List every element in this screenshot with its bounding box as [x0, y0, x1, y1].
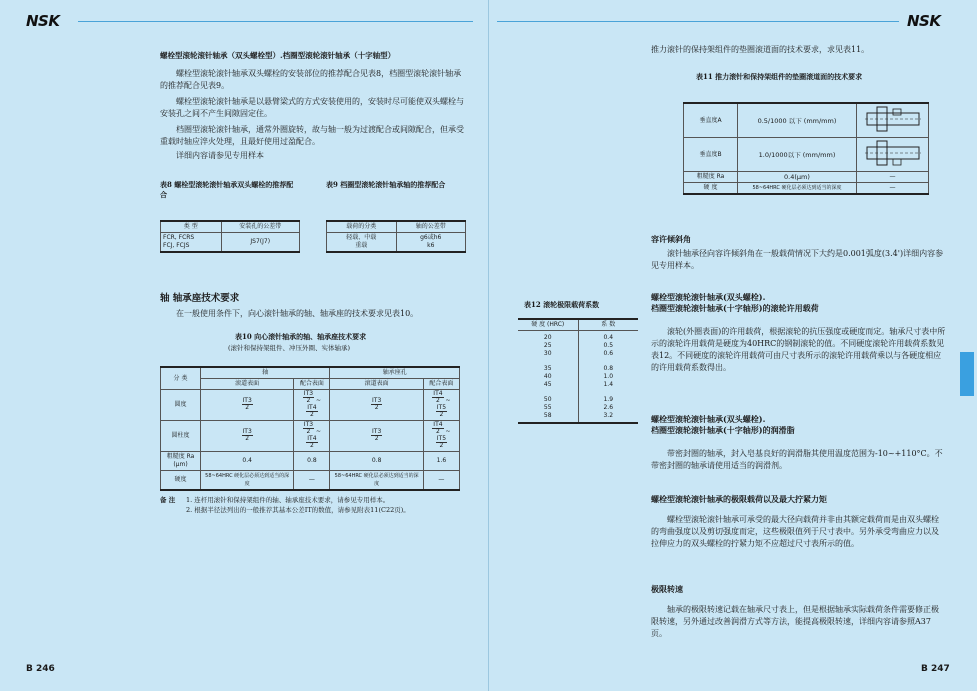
- t11-r1: 垂直度A: [684, 103, 738, 138]
- t8-types: [161, 233, 222, 253]
- left-page: [0, 0, 488, 691]
- t9-r1: 轻载、中载: [346, 234, 377, 241]
- para-fit-1: 螺栓型滚轮滚针轴承双头螺栓的安装部位的推荐配合见表8，档圈型滚轮滚针轴承的推荐配合见表9。: [160, 69, 462, 90]
- t10-sub3: 滚道表面: [330, 379, 423, 390]
- section-title-tilt: 容许倾斜角: [651, 234, 691, 244]
- t11-r3: 粗糙度 Ra: [684, 172, 738, 183]
- t10-sub4: 配合表面: [423, 379, 459, 390]
- nsk-logo: NSK: [907, 12, 941, 30]
- t10-dash1: —: [294, 471, 330, 491]
- t12-h-hardness: 硬 度 (HRC): [518, 319, 578, 331]
- t10-frac: $\frac{IT4}{2}$ ~ $\frac{IT5}{2}$: [423, 390, 459, 421]
- t11-d4: —: [857, 183, 929, 195]
- t10-frac: $\frac{IT3}{2}$ ~ $\frac{IT4}{2}$: [294, 390, 330, 421]
- section-title-bolt-fit: 螺栓型滚轮滚针轴承（双头螺栓型）.档圈型滚轮滚针轴承（十字轴型）: [160, 51, 396, 60]
- perpendicularity-b-diagram: [857, 138, 929, 172]
- t12-g2-h: 35 40 45: [543, 365, 552, 388]
- table8: [160, 220, 300, 253]
- para-fit-4: 详细内容请参见专用样本: [176, 151, 264, 160]
- perpendicularity-a-diagram: [857, 103, 929, 138]
- t10-row-roundness: 圆度: [161, 390, 201, 421]
- nsk-logo: NSK: [26, 12, 60, 30]
- note-2: 2. 根据半径法列出的一般推荐其基本公差IT的数值，请参见附表11(C22页)。: [186, 506, 410, 514]
- t12-g1-c: 0.4 0.5 0.6: [578, 331, 638, 360]
- t8-h-tol: 安装孔的公差带: [221, 221, 300, 233]
- t8-r2: FCJ, FCJS: [163, 242, 190, 249]
- t9-v1: g6或h6: [420, 234, 442, 241]
- section-title-limit: 螺栓型滚轮滚针轴承的极限载荷以及最大拧紧力矩: [651, 494, 827, 504]
- t10-row-cylindricity: 圆柱度: [161, 421, 201, 452]
- t10-row-hardness: 硬度: [161, 471, 201, 491]
- note-1: 1. 连杆用滚针和保持架组件的轴、轴承座技术要求，请参见专用样本。: [186, 496, 390, 504]
- para-speed: 轴承的极限转速记载在轴承尺寸表上，但是根据轴承实际载荷条件需要修正极限转速，另外通过改善润滑方式等方法，能提高极限转速，详细内容请参照A37页。: [651, 605, 939, 638]
- table11-caption: 表11 推力滚针和保持架组件的垫圈滚道面的技术要求: [696, 72, 863, 81]
- header-rule: [78, 21, 473, 22]
- table9-caption: 表9 档圈型滚轮滚针轴承轴的推荐配合: [326, 180, 446, 189]
- para-fit-3: 档圈型滚轮滚针轴承，通常外圈旋转，故与轴一般为过渡配合或间隙配合，但承受重载时轴应淬火处理，且最好使用过盈配合。: [160, 125, 464, 146]
- t10-frac: $\frac{IT3}{2}$ ~ $\frac{IT4}{2}$: [294, 421, 330, 452]
- section-title-load-1: 螺栓型滚轮滚针轴承(双头螺栓).: [651, 292, 766, 302]
- page-number-left: B 246: [26, 664, 55, 674]
- t8-val: JS7(J7): [221, 233, 300, 253]
- t12-h-coef: 系 数: [578, 319, 638, 331]
- section-title-speed: 极限转速: [651, 584, 683, 594]
- t8-r1: FCR, FCRS: [163, 234, 195, 241]
- t10-row-roughness: 粗糙度 Ra (μm): [161, 452, 201, 471]
- washer-perp-b-icon: [863, 139, 923, 167]
- t10-col-housing: 轴承座孔: [330, 367, 460, 379]
- para-lube: 带密封圈的轴承，封入皂基良好的润滑脂其使用温度范围为-10~+110°C。不带密封圈的轴承请使用适当的润滑剂。: [651, 449, 943, 470]
- t10-ra1: 0.4: [201, 452, 294, 471]
- t12-g1-h: 20 25 30: [543, 334, 552, 357]
- page-number-right: B 247: [921, 664, 950, 674]
- t9-h-load: 载荷的分类: [327, 221, 397, 233]
- para-fit-2: 螺栓型滚轮滚针轴承是以悬臂梁式的方式安装使用的，安装时尽可能使双头螺栓与安装孔之间不产生间隙固定住。: [160, 97, 464, 118]
- table10: [160, 366, 460, 491]
- t10-ra2: 0.8: [294, 452, 330, 471]
- washer-perp-a-icon: [863, 105, 923, 133]
- para-tilt: 滚针轴承径向容许倾斜角在一般载荷情况下大约是0.001弧度(3.4')详细内容参见专用样本。: [651, 249, 944, 270]
- section-title-load-2: 档圈型滚轮滚针轴承(十字轴形)的滚轮许用载荷: [651, 303, 819, 313]
- t12-g3-c: 1.9 2.6 3.2: [578, 390, 638, 423]
- t11-r2: 垂直度B: [684, 138, 738, 172]
- t11-v4: 58~64HRC 硬化层必须达到适当的深度: [738, 183, 857, 195]
- notes-label: 备 注: [160, 496, 176, 504]
- para-thrust-intro: 推力滚针的保持架组件的垫圈滚道面的技术要求，求见表11。: [651, 45, 870, 54]
- section-tab-marker: [960, 352, 974, 396]
- table10-caption: 表10 向心滚针轴承的轴、轴承座技术要求: [235, 332, 367, 341]
- t11-v2: 1.0/1000以下 (mm/mm): [738, 138, 857, 172]
- t10-sub2: 配合表面: [294, 379, 330, 390]
- para-load: 滚轮(外圈表面)的许用载荷，根据滚轮的抗压强度或硬度而定。轴承尺寸表中所示的滚轮许用载荷是硬度为40HRC的钢制滚轮的值。不同硬度滚轮许用载荷系数见表12。不同硬度的滚轮许用载荷可由尺寸表所示的滚轮许用载荷乘以与各硬度相应的许用载荷系数得出。: [651, 327, 946, 372]
- para-limit: 螺栓型滚轮滚针轴承可承受的最大径向载荷并非由其额定载荷而是由双头螺栓的弯曲强度以及剪切强度而定，这些极限值列于尺寸表中。另外承受弯曲应力以及拉伸应力的双头螺栓的拧紧力矩不应超过尺寸表所示的值。: [651, 515, 939, 548]
- right-page: [489, 0, 977, 691]
- t12-g2-c: 0.8 1.0 1.4: [578, 359, 638, 390]
- section-title-lube-1: 螺栓型滚轮滚针轴承(双头螺栓).: [651, 414, 766, 424]
- table8-caption: 表8 螺栓型滚轮滚针轴承双头螺栓的推荐配合: [160, 180, 294, 199]
- t11-v1: 0.5/1000 以下 (mm/mm): [738, 103, 857, 138]
- table10-subcaption: (滚针和保持架组件、冲压外圈、实体轴承): [228, 344, 351, 352]
- t9-vals: [396, 233, 466, 253]
- t9-loads: [327, 233, 397, 253]
- t10-frac: $\frac{IT3}{2}$: [201, 390, 294, 421]
- t10-col-class: 分 类: [161, 367, 201, 390]
- t10-frac: $\frac{IT3}{2}$: [330, 421, 423, 452]
- t12-g3-h: 50 55 58: [543, 396, 552, 419]
- t11-r4: 硬 度: [684, 183, 738, 195]
- t10-hard-shaft: 58~64HRC 硬化层必须达到适当的深度: [201, 471, 294, 491]
- header-rule: [497, 21, 899, 22]
- table12-caption: 表12 滚轮极限载荷系数: [524, 300, 600, 309]
- table9: [326, 220, 466, 253]
- section-title-shaft-housing: 轴 轴承座技术要求: [160, 293, 240, 304]
- t10-dash2: —: [423, 471, 459, 491]
- t10-ra4: 1.6: [423, 452, 459, 471]
- table11: [683, 102, 929, 195]
- t10-frac: $\frac{IT3}{2}$: [201, 421, 294, 452]
- t9-r2: 重载: [355, 242, 368, 249]
- t10-hard-housing: 58~64HRC 硬化层必须达到适当的深度: [330, 471, 423, 491]
- t10-sub1: 滚道表面: [201, 379, 294, 390]
- para-shaft-housing: 在一般使用条件下，向心滚针轴承的轴、轴承座的技术要求见表10。: [176, 309, 419, 318]
- t8-h-type: 类 型: [161, 221, 222, 233]
- t10-frac: $\frac{IT4}{2}$ ~ $\frac{IT5}{2}$: [423, 421, 459, 452]
- t10-col-shaft: 轴: [201, 367, 330, 379]
- t10-ra3: 0.8: [330, 452, 423, 471]
- t9-h-tol: 轴的公差带: [396, 221, 466, 233]
- t9-v2: k6: [427, 242, 435, 249]
- section-title-lube-2: 档圈型滚轮滚针轴承(十字轴形)的润滑脂: [651, 425, 795, 435]
- t11-d3: —: [857, 172, 929, 183]
- t11-v3: 0.4(μm): [738, 172, 857, 183]
- t10-frac: $\frac{IT3}{2}$: [330, 390, 423, 421]
